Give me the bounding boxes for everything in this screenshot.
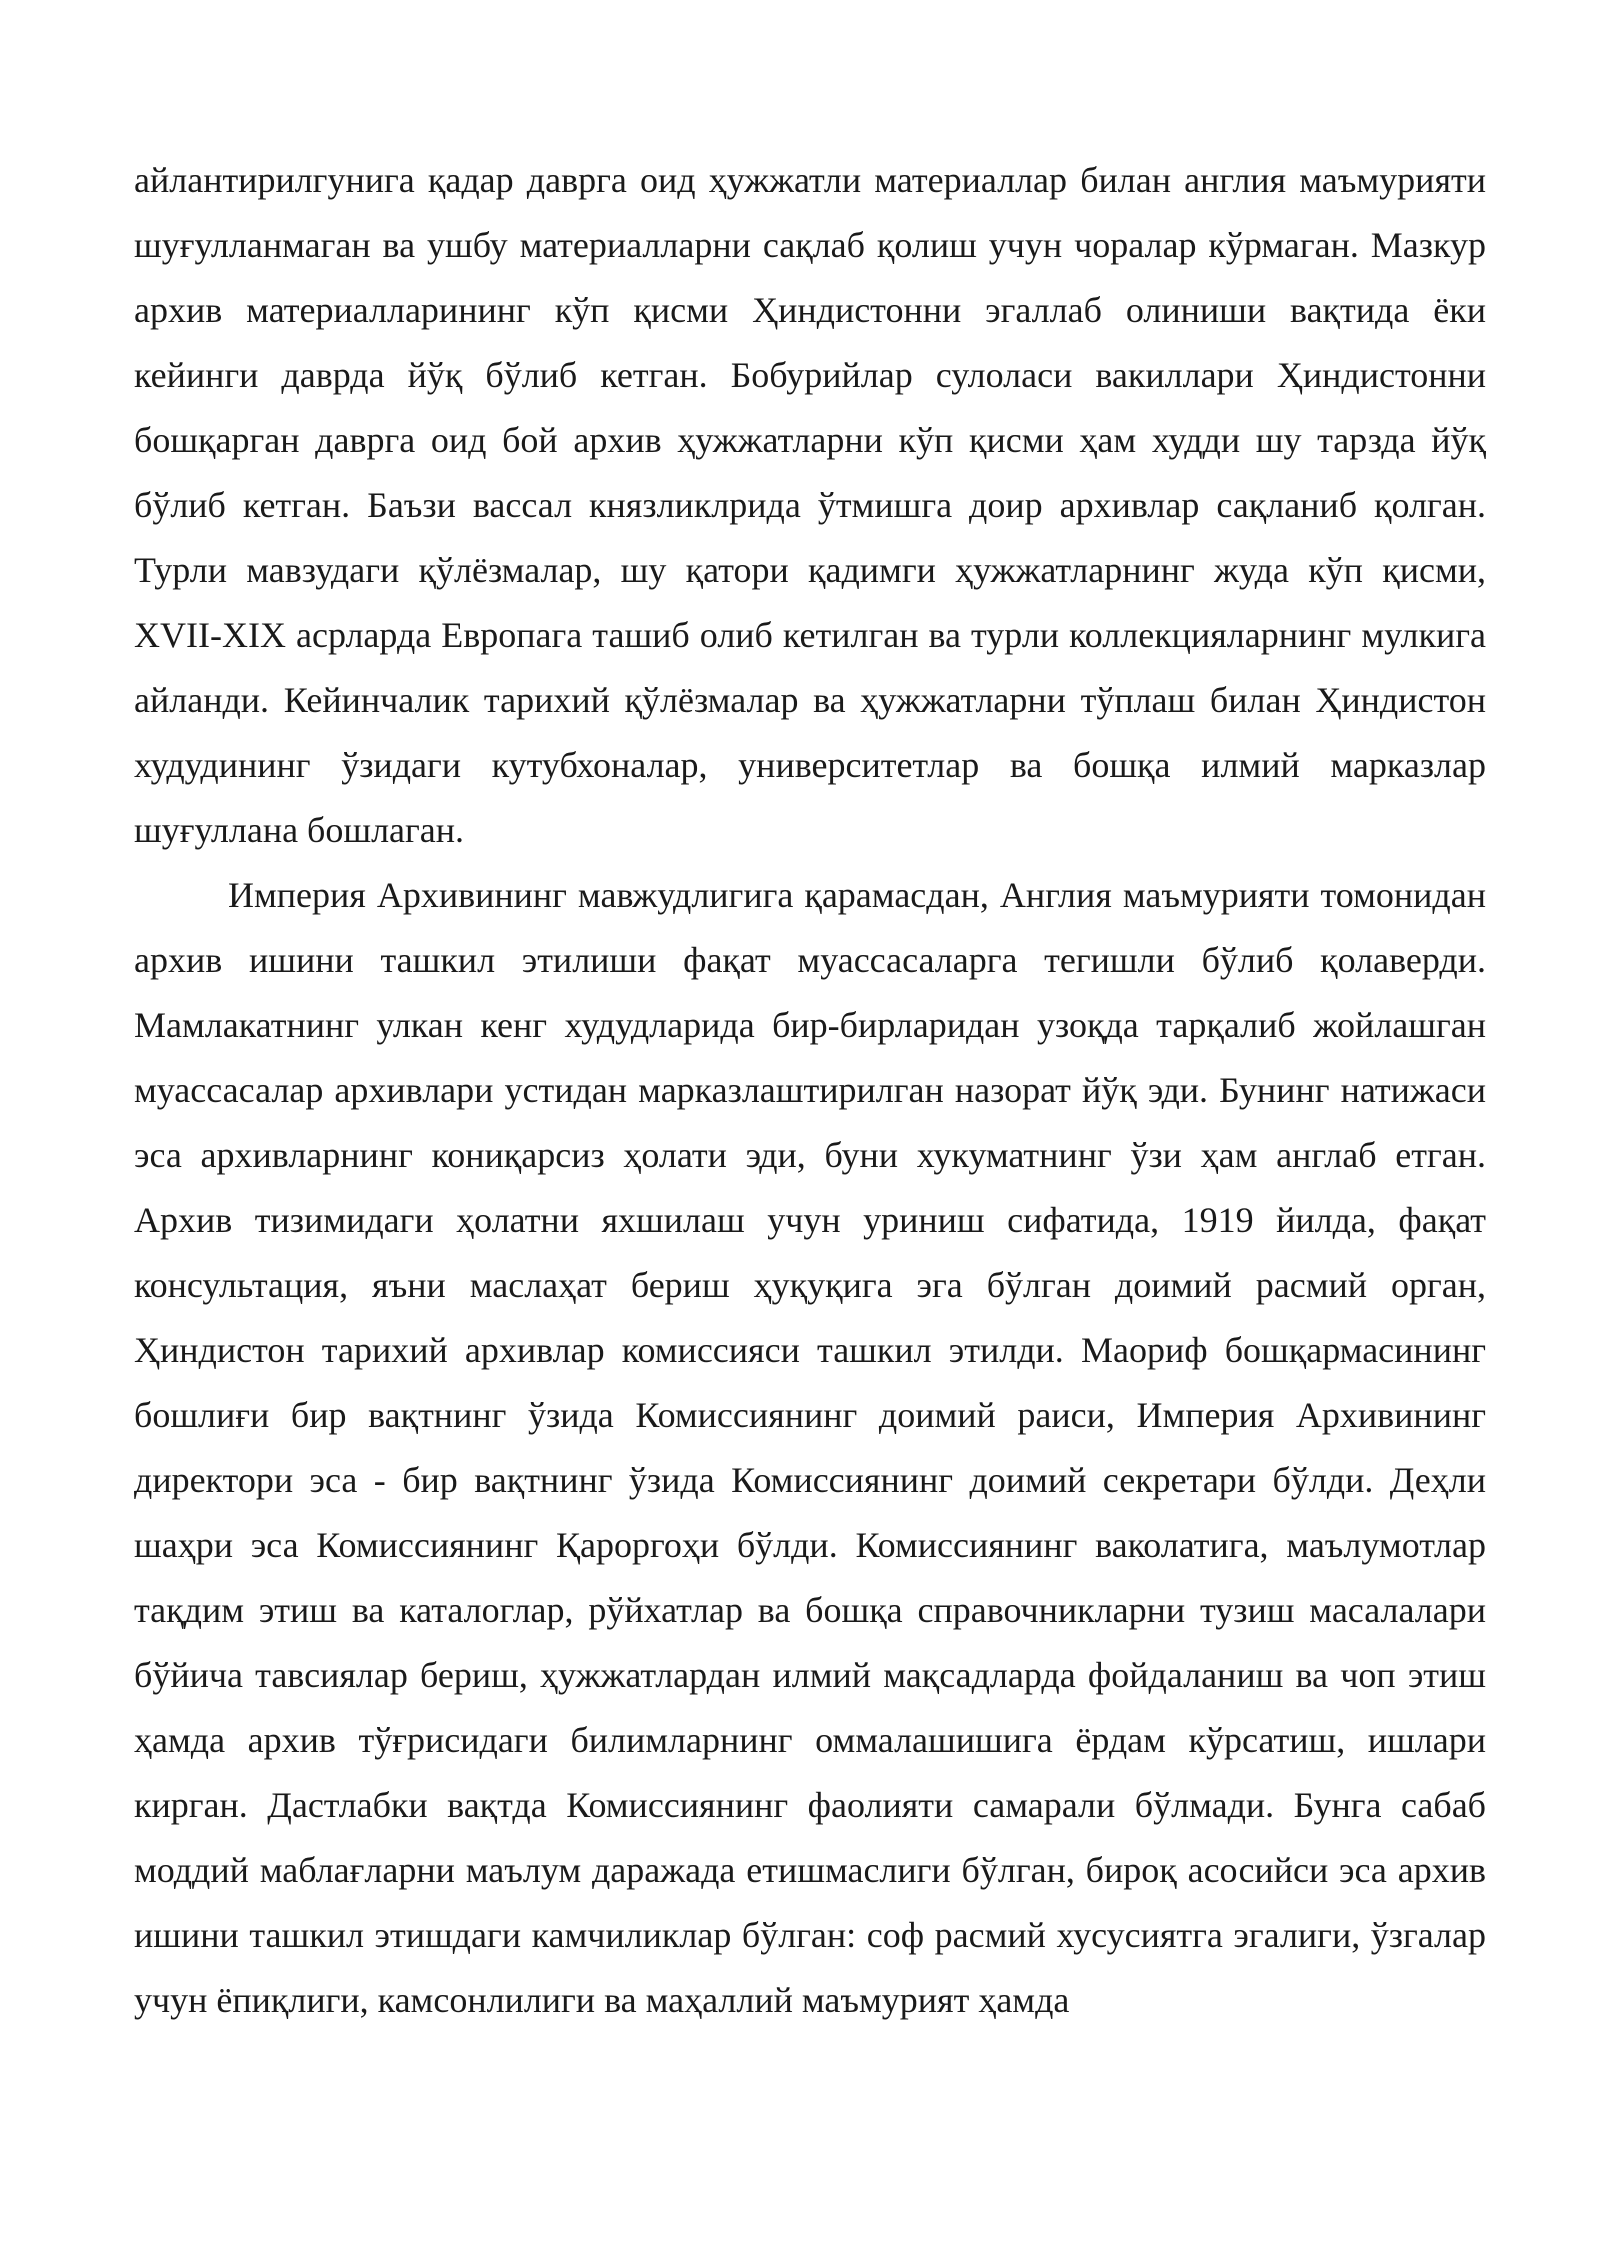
paragraph-historical-commission: Империя Архивининг мавжудлигига қарамасдан, Англия маъмурияти томонидан архив ишини ташкил этилиши фақат муассасаларга тегишли бўлиб қолаверди. Мамлакатнинг улкан кенг худудларида бир-бирларидан узоқда тарқалиб жойлашган муассасалар архивлари устидан марказлаштирилган назорат йўқ эди. Бунинг натижаси эса архивларнинг кониқарсиз ҳолати эди, буни хукуматнинг ўзи ҳам англаб етган. Архив тизимидаги ҳолатни яхшилаш учун уриниш сифатида, 1919 йилда, фақат консультация, яъни маслаҳат бериш ҳуқуқига эга бўлган доимий расмий орган, Ҳиндистон тарихий архивлар комиссияси ташкил этилди. Маориф бошқармасининг бошлиғи бир вақтнинг ўзида Комиссиянинг доимий раиси, Империя Архивининг директори эса - бир вақтнинг ўзида Комиссиянинг доимий секретари бўлди. Деҳли шаҳри эса Комиссиянинг Қароргоҳи бўлди. Комиссиянинг ваколатига, маълумотлар тақдим этиш ва каталоглар, рўйхатлар ва бошқа справочникларни тузиш масалалари бўйича тавсиялар бериш, ҳужжатлардан илмий мақсадларда фойдаланиш ва чоп этиш ҳамда архив тўғрисидаги билимларнинг оммалашишига ёрдам кўрсатиш, ишлари кирган. Дастлабки вақтда Комиссиянинг фаолияти самарали бўлмади. Бунга сабаб моддий маблағларни маълум даражада етишмаслиги бўлган, бироқ асосийси эса архив ишини ташкил этишдаги камчиликлар бўлган: соф расмий хусусиятга эгалиги, ўзгалар учун ёпиқлиги, камсонлилиги ва маҳаллий маъмурият ҳамда [134,875,1486,2020]
document-page [134,148,1486,2033]
paragraph-archives-loss: айлантирилгунига қадар даврга оид ҳужжатли материаллар билан англия маъмурияти шуғулланмаган ва ушбу материалларни сақлаб қолиш учун чоралар кўрмаган. Мазкур архив материалларининг кўп қисми Ҳиндистонни эгаллаб олиниши вақтида ёки кейинги даврда йўқ бўлиб кетган. Бобурийлар сулоласи вакиллари Ҳиндистонни бошқарган даврга оид бой архив ҳужжатларни кўп қисми ҳам худди шу тарзда йўқ бўлиб кетган. Баъзи вассал князликлрида ўтмишга доир архивлар сақланиб қолган. Турли мавзудаги қўлёзмалар, шу қатори қадимги ҳужжатларнинг жуда кўп қисми, XVII-XIX асрларда Европага ташиб олиб кетилган ва турли коллекцияларнинг мулкига айланди. Кейинчалик тарихий қўлёзмалар ва ҳужжатларни тўплаш билан Ҳиндистон худудининг ўзидаги кутубхоналар, университетлар ва бошқа илмий марказлар шуғуллана бошлаган. [134,160,1486,850]
